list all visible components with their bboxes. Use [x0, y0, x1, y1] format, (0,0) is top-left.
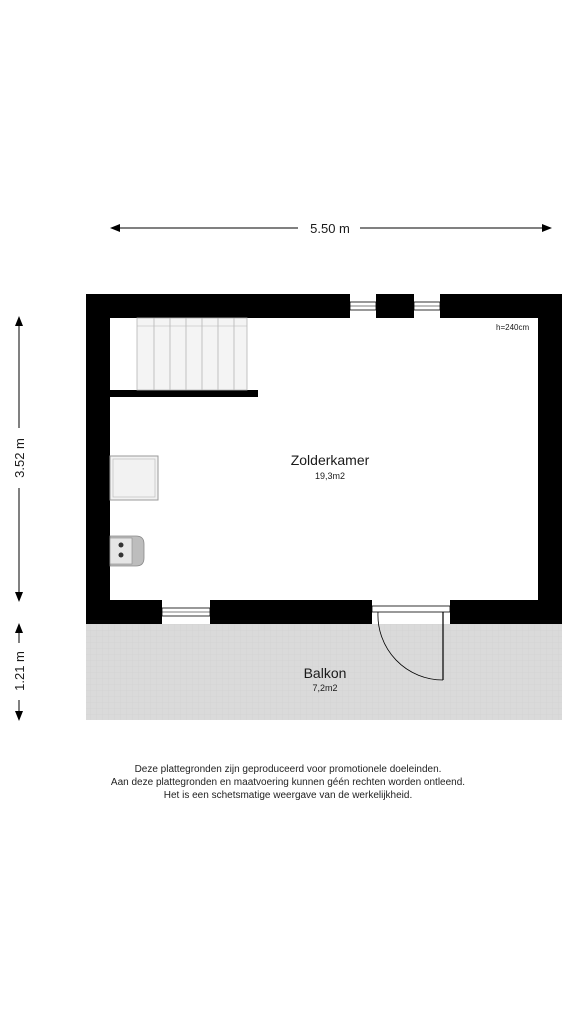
staircase: [137, 318, 247, 390]
disclaimer: [0, 763, 576, 802]
room-depth-label: 3.52 m: [12, 438, 27, 478]
room-area-balkon: 7,2m2: [312, 683, 338, 693]
disclaimer-line: Aan deze plattegronden en maatvoering kunnen géén rechten worden ontleend.: [110, 777, 466, 788]
room-name-zolderkamer: Zolderkamer: [290, 452, 370, 468]
width-dimension: [110, 221, 552, 236]
disclaimer-line: Deze plattegronden zijn geproduceerd voor promotionele doeleinden.: [134, 764, 442, 775]
room-depth-dimension: [12, 316, 27, 602]
appliance-box: [110, 456, 158, 500]
window-bottom: [162, 608, 210, 616]
room-name-balkon: Balkon: [303, 665, 347, 681]
balcony-depth-label: 1.21 m: [12, 651, 27, 691]
room-area-zolderkamer: 19,3m2: [314, 471, 346, 481]
width-dimension-label: 5.50 m: [310, 221, 350, 236]
disclaimer-line: Het is een schetsmatige weergave van de werkelijkheid.: [163, 790, 413, 801]
balcony-depth-dimension: [12, 623, 27, 721]
window-top-right: [414, 302, 440, 310]
cooktop: [110, 536, 144, 566]
window-top-left: [350, 302, 376, 310]
ceiling-height-label: h=240cm: [496, 323, 530, 332]
